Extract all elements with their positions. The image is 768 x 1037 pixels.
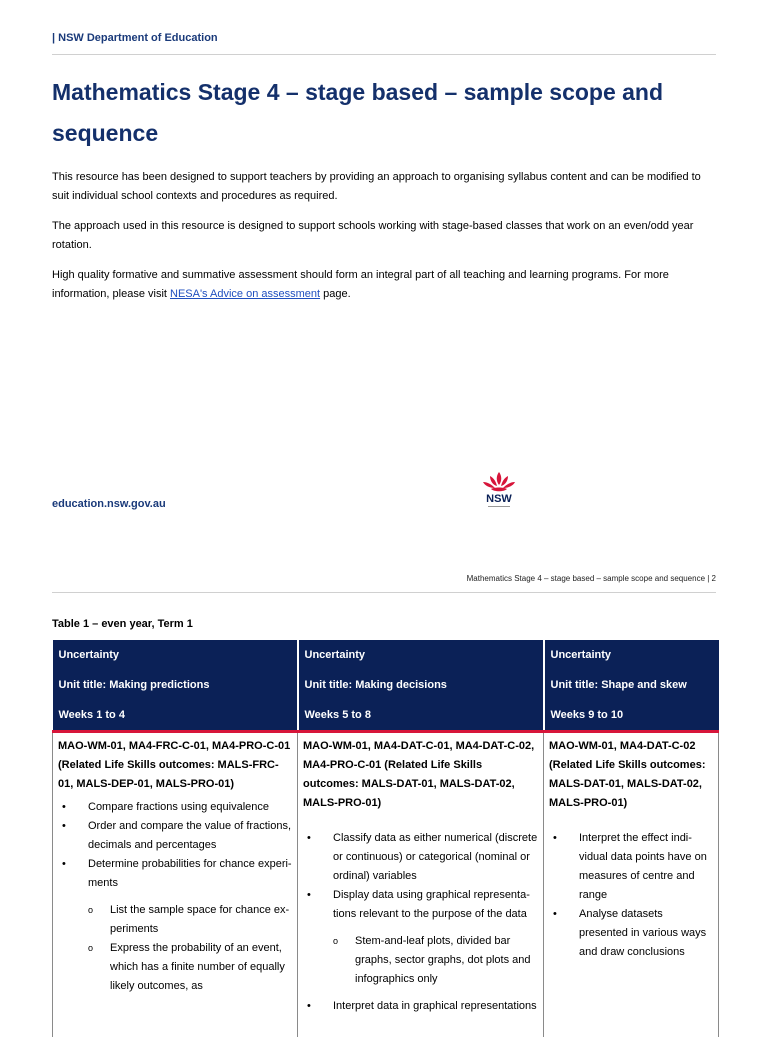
outcome-codes: MAO-WM-01, MA4-DAT-C-01, MA4-DAT-C-02, MA4-PRO-C-01 (Related Life Skills outcomes: MALS-DAT-01, MALS-DAT-02, MALS-PRO-01) bbox=[303, 737, 539, 813]
table-row bbox=[53, 732, 719, 1037]
content-list bbox=[549, 829, 714, 962]
content-list bbox=[58, 798, 293, 893]
sub-list-item: o List the sample space for chance ex-periments bbox=[110, 901, 293, 939]
nsw-government-logo bbox=[478, 470, 520, 512]
nesa-advice-link[interactable]: NESA's Advice on assessment bbox=[170, 288, 320, 300]
header-divider bbox=[52, 54, 716, 55]
list-item: • Display data using graphical representa-tions relevant to the purpose of the data bbox=[333, 886, 539, 924]
scope-sequence-table bbox=[52, 640, 719, 1037]
unit-title: Unit title: Making decisions bbox=[305, 670, 537, 700]
intro-paragraph: This resource has been designed to support teachers by providing an approach to organising syllabus content and can be modified to suit individual school contexts and procedures as required. bbox=[52, 168, 716, 206]
outcome-codes: MAO-WM-01, MA4-FRC-C-01, MA4-PRO-C-01 (Related Life Skills outcomes: MALS-FRC-01, MALS-DEP-01, MALS-PRO-01) bbox=[58, 737, 293, 794]
logo-text: NSW bbox=[486, 493, 512, 505]
table-cell bbox=[298, 732, 544, 1037]
unit-title: Unit title: Shape and skew bbox=[551, 670, 713, 700]
list-item: • Interpret data in graphical representations bbox=[333, 997, 539, 1016]
table-cell bbox=[53, 732, 298, 1037]
unit-title: Unit title: Making predictions bbox=[59, 670, 291, 700]
strand-label: Uncertainty bbox=[551, 640, 713, 670]
list-item: • Determine probabilities for chance experi-ments bbox=[88, 855, 293, 893]
strand-label: Uncertainty bbox=[305, 640, 537, 670]
column-header bbox=[298, 640, 544, 732]
weeks-label: Weeks 1 to 4 bbox=[59, 700, 291, 730]
list-item: • Interpret the effect indi-vidual data points have on measures of centre and range bbox=[579, 829, 714, 905]
assessment-text-end: page. bbox=[320, 288, 351, 300]
list-item: • Classify data as either numerical (discrete or continuous) or categorical (nominal or ordinal) variables bbox=[333, 829, 539, 886]
page-divider bbox=[52, 592, 716, 593]
column-header bbox=[53, 640, 298, 732]
weeks-label: Weeks 5 to 8 bbox=[305, 700, 537, 730]
column-header bbox=[544, 640, 719, 732]
list-item: • Order and compare the value of fractions, decimals and percentages bbox=[88, 817, 293, 855]
table-header-row bbox=[53, 640, 719, 732]
footer-url: education.nsw.gov.au bbox=[52, 498, 166, 510]
sub-list bbox=[303, 932, 539, 989]
running-head: Mathematics Stage 4 – stage based – sample scope and sequence | 2 bbox=[467, 574, 716, 583]
outcome-codes: MAO-WM-01, MA4-DAT-C-02 (Related Life Skills outcomes: MALS-DAT-01, MALS-DAT-02, MALS-PRO-01) bbox=[549, 737, 714, 813]
list-item: • Compare fractions using equivalence bbox=[88, 798, 293, 817]
content-list bbox=[303, 997, 539, 1016]
sub-list-item: o Stem-and-leaf plots, divided bar graphs, sector graphs, dot plots and infographics only bbox=[355, 932, 539, 989]
content-list bbox=[303, 829, 539, 924]
assessment-paragraph bbox=[52, 266, 716, 304]
department-header: | NSW Department of Education bbox=[52, 32, 218, 44]
list-item: • Analyse datasets presented in various ways and draw conclusions bbox=[579, 905, 714, 962]
weeks-label: Weeks 9 to 10 bbox=[551, 700, 713, 730]
page-title: Mathematics Stage 4 – stage based – sample scope and sequence bbox=[52, 72, 712, 154]
table-caption: Table 1 – even year, Term 1 bbox=[52, 618, 193, 630]
assessment-text: High quality formative and summative assessment should form an integral part of all teaching and learning programs. For more information, please visit bbox=[52, 269, 669, 300]
approach-paragraph: The approach used in this resource is designed to support schools working with stage-based classes that work on an even/odd year rotation. bbox=[52, 217, 716, 255]
sub-list-item: o Express the probability of an event, which has a finite number of equally likely outcomes, as bbox=[110, 939, 293, 996]
strand-label: Uncertainty bbox=[59, 640, 291, 670]
table-cell bbox=[544, 732, 719, 1037]
sub-list bbox=[58, 901, 293, 996]
